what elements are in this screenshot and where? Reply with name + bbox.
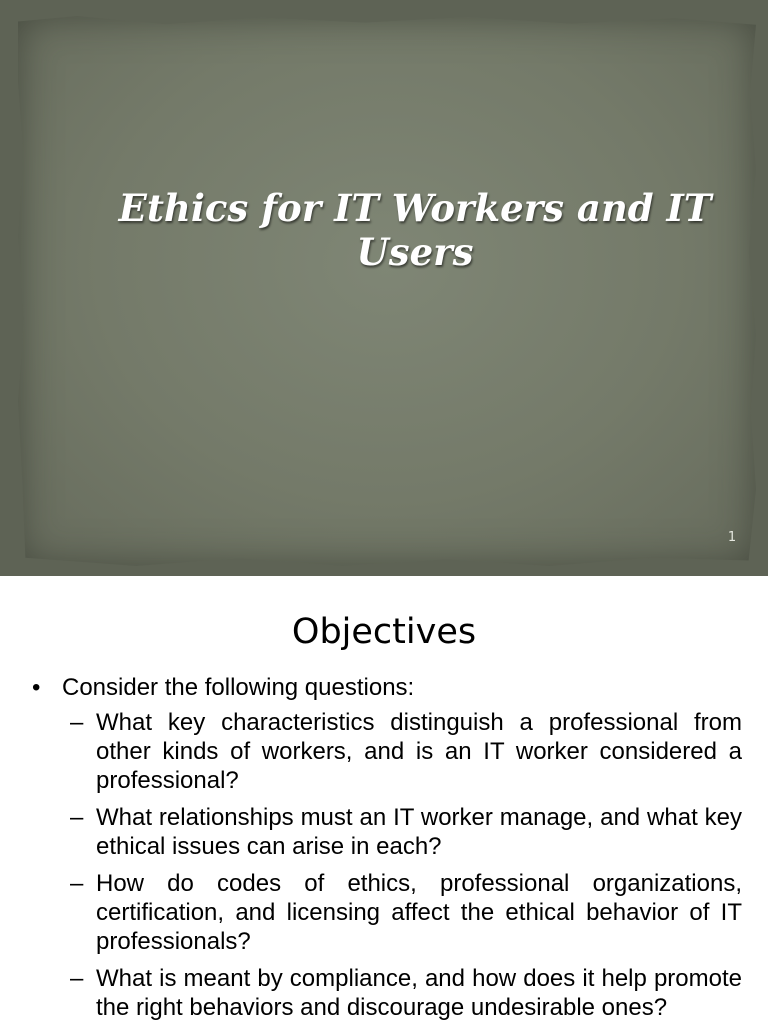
sub-bullet-item xyxy=(70,708,742,795)
sub-bullet-list xyxy=(70,708,742,1024)
sub-bullet-item xyxy=(70,964,742,1022)
sub-bullet-item xyxy=(70,869,742,956)
sub-bullet-text: What is meant by compliance, and how does it help promote the right behaviors and discourage undesirable ones? xyxy=(96,965,742,1021)
slide-title: Ethics for IT Workers and IT Users xyxy=(118,186,712,274)
sub-bullet-text: How do codes of ethics, professional organizations, certification, and licensing affect the ethical behavior of IT professionals? xyxy=(96,870,742,955)
dash-icon: – xyxy=(70,965,84,992)
dash-icon: – xyxy=(70,709,84,736)
bullet-text: Consider the following questions: xyxy=(62,674,415,701)
sub-bullet-text: What relationships must an IT worker manage, and what key ethical issues can arise in each? xyxy=(96,804,742,860)
slide-number: 1 xyxy=(727,530,737,545)
dash-icon: – xyxy=(70,804,84,831)
parchment-background xyxy=(18,16,756,566)
dash-icon: – xyxy=(70,870,84,897)
sub-bullet-text: What key characteristics distinguish a professional from other kinds of workers, and is an IT worker considered a professional? xyxy=(96,709,742,794)
sub-bullet-item xyxy=(70,803,742,861)
objectives-slide xyxy=(0,576,768,1024)
bullet-icon: • xyxy=(32,674,41,701)
slide-heading: Objectives xyxy=(291,612,477,652)
